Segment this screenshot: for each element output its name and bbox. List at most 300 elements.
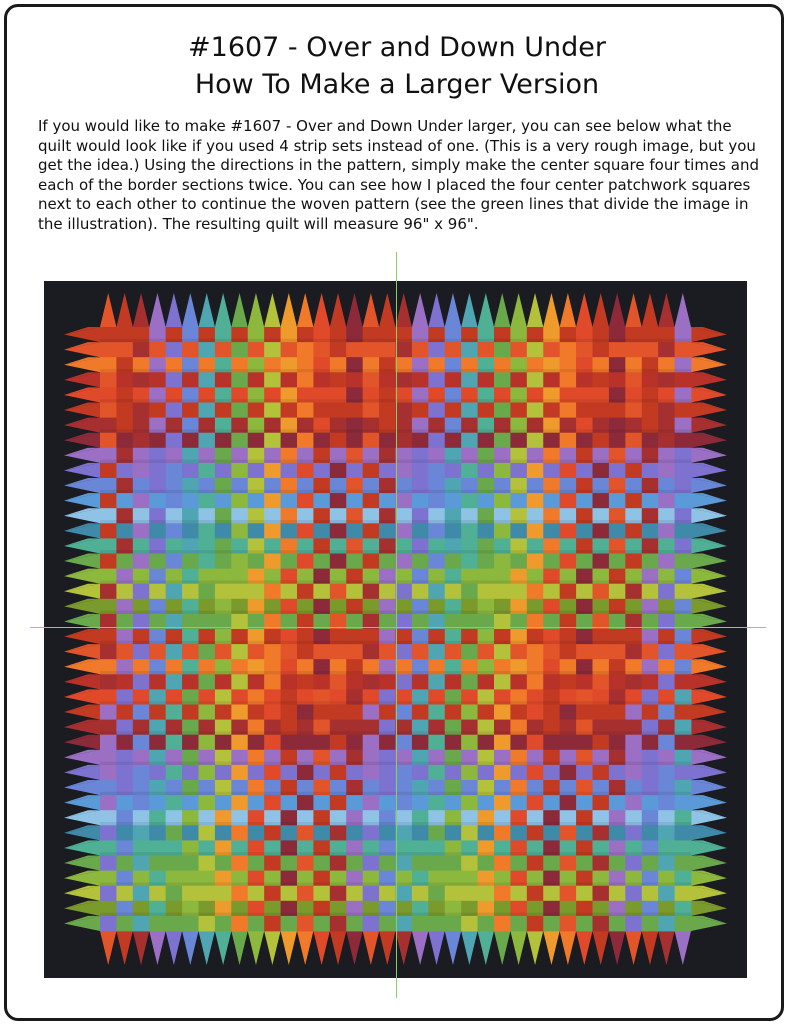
quilt-patch <box>133 916 150 932</box>
quilt-patch <box>593 403 610 419</box>
quilt-patch <box>330 886 347 902</box>
quilt-patch <box>330 795 347 811</box>
quilt-patch <box>116 403 133 419</box>
quilt-patch <box>199 825 216 841</box>
quilt-patch <box>396 765 413 781</box>
quilt-patch <box>396 644 413 660</box>
quilt-patch <box>478 856 495 872</box>
quilt-patch <box>478 825 495 841</box>
quilt-patch <box>346 523 363 539</box>
quilt-patch <box>642 886 659 902</box>
quilt-patch <box>182 403 199 419</box>
quilt-patch <box>313 433 330 449</box>
quilt-patch <box>675 493 692 509</box>
quilt-patch <box>248 644 265 660</box>
quilt-patch <box>116 856 133 872</box>
quilt-patch <box>100 916 117 932</box>
quilt-patch <box>166 705 183 721</box>
quilt-patch <box>658 554 675 570</box>
quilt-patch <box>560 493 577 509</box>
quilt-patch <box>133 735 150 751</box>
quilt-patch <box>100 735 117 751</box>
quilt-patch <box>658 674 675 690</box>
quilt-patch <box>396 856 413 872</box>
page-title: #1607 - Over and Down Under <box>188 32 606 63</box>
quilt-patch <box>363 674 380 690</box>
quilt-patch <box>297 825 314 841</box>
quilt-patch <box>297 674 314 690</box>
quilt-patch <box>445 342 462 358</box>
quilt-patch <box>182 705 199 721</box>
quilt-patch <box>625 795 642 811</box>
quilt-patch <box>182 856 199 872</box>
quilt-patch <box>609 916 626 932</box>
quilt-patch <box>264 342 281 358</box>
quilt-patch <box>675 523 692 539</box>
quilt-patch <box>412 705 429 721</box>
quilt-patch <box>215 886 232 902</box>
quilt-patch <box>133 584 150 600</box>
quilt-patch <box>576 765 593 781</box>
quilt-patch <box>625 765 642 781</box>
quilt-patch <box>215 403 232 419</box>
quilt-patch <box>100 584 117 600</box>
quilt-patch <box>182 433 199 449</box>
quilt-patch <box>166 372 183 388</box>
quilt-patch <box>675 342 692 358</box>
quilt-patch <box>675 735 692 751</box>
quilt-patch <box>560 795 577 811</box>
quilt-patch <box>297 554 314 570</box>
quilt-patch <box>215 584 232 600</box>
quilt-patch <box>215 372 232 388</box>
quilt-patch <box>675 856 692 872</box>
quilt-patch <box>412 644 429 660</box>
quilt-patch <box>264 765 281 781</box>
quilt-patch <box>609 795 626 811</box>
quilt-patch <box>445 735 462 751</box>
quilt-patch <box>527 674 544 690</box>
quilt-patch <box>593 856 610 872</box>
quilt-patch <box>609 403 626 419</box>
quilt-patch <box>675 372 692 388</box>
quilt-patch <box>642 705 659 721</box>
quilt-patch <box>675 886 692 902</box>
quilt-patch <box>642 372 659 388</box>
quilt-patch <box>133 644 150 660</box>
quilt-patch <box>363 523 380 539</box>
quilt-patch <box>149 433 166 449</box>
quilt-patch <box>281 825 298 841</box>
quilt-patch <box>494 705 511 721</box>
quilt-patch <box>346 463 363 479</box>
quilt-patch <box>576 886 593 902</box>
quilt-patch <box>100 493 117 509</box>
quilt-patch <box>642 916 659 932</box>
quilt-patch <box>264 403 281 419</box>
quilt-patch <box>281 705 298 721</box>
quilt-patch <box>133 856 150 872</box>
quilt-patch <box>297 735 314 751</box>
quilt-patch <box>412 433 429 449</box>
quilt-patch <box>428 705 445 721</box>
quilt-patch <box>149 705 166 721</box>
quilt-patch <box>527 886 544 902</box>
quilt-patch <box>461 372 478 388</box>
quilt-patch <box>149 644 166 660</box>
quilt-patch <box>625 705 642 721</box>
quilt-patch <box>297 765 314 781</box>
quilt-patch <box>445 795 462 811</box>
quilt-patch <box>510 765 527 781</box>
quilt-patch <box>100 795 117 811</box>
quilt-patch <box>478 554 495 570</box>
quilt-patch <box>133 674 150 690</box>
quilt-patch <box>478 916 495 932</box>
quilt-patch <box>182 765 199 781</box>
quilt-patch <box>215 493 232 509</box>
quilt-patch <box>396 372 413 388</box>
quilt-patch <box>182 795 199 811</box>
quilt-patch <box>281 493 298 509</box>
quilt-patch <box>461 493 478 509</box>
quilt-patch <box>396 403 413 419</box>
quilt-patch <box>576 463 593 479</box>
quilt-patch <box>658 886 675 902</box>
quilt-patch <box>560 735 577 751</box>
quilt-patch <box>346 916 363 932</box>
quilt-patch <box>116 765 133 781</box>
quilt-patch <box>297 342 314 358</box>
quilt-patch <box>675 916 692 932</box>
quilt-patch <box>248 795 265 811</box>
quilt-patch <box>560 342 577 358</box>
quilt-patch <box>625 463 642 479</box>
quilt-patch <box>264 493 281 509</box>
quilt-patch <box>642 554 659 570</box>
quilt-patch <box>116 795 133 811</box>
quilt-patch <box>428 825 445 841</box>
quilt-patch <box>264 463 281 479</box>
quilt-patch <box>625 523 642 539</box>
quilt-patch <box>461 735 478 751</box>
quilt-patch <box>116 674 133 690</box>
quilt-patch <box>199 554 216 570</box>
quilt-patch <box>478 584 495 600</box>
quilt-patch <box>264 584 281 600</box>
quilt-patch <box>313 916 330 932</box>
quilt-patch <box>231 735 248 751</box>
quilt-patch <box>461 433 478 449</box>
quilt-patch <box>494 674 511 690</box>
quilt-patch <box>428 584 445 600</box>
quilt-patch <box>166 342 183 358</box>
quilt-patch <box>264 674 281 690</box>
quilt-patch <box>510 674 527 690</box>
quilt-patch <box>330 735 347 751</box>
quilt-patch <box>461 554 478 570</box>
quilt-patch <box>248 674 265 690</box>
quilt-patch <box>625 735 642 751</box>
quilt-patch <box>543 825 560 841</box>
quilt-patch <box>297 523 314 539</box>
quilt-patch <box>527 433 544 449</box>
quilt-patch <box>576 856 593 872</box>
quilt-patch <box>461 825 478 841</box>
quilt-patch <box>625 584 642 600</box>
quilt-patch <box>281 523 298 539</box>
quilt-patch <box>625 856 642 872</box>
quilt-patch <box>281 795 298 811</box>
quilt-patch <box>330 372 347 388</box>
quilt-patch <box>330 705 347 721</box>
quilt-patch <box>560 554 577 570</box>
quilt-patch <box>560 644 577 660</box>
quilt-patch <box>609 554 626 570</box>
quilt-patch <box>510 554 527 570</box>
quilt-patch <box>543 342 560 358</box>
quilt-patch <box>593 433 610 449</box>
quilt-patch <box>412 403 429 419</box>
quilt-patch <box>116 584 133 600</box>
quilt-patch <box>428 916 445 932</box>
quilt-patch <box>527 372 544 388</box>
quilt-patch <box>494 554 511 570</box>
quilt-patch <box>494 916 511 932</box>
quilt-patch <box>510 795 527 811</box>
quilt-patch <box>149 886 166 902</box>
quilt-patch <box>658 795 675 811</box>
quilt-patch <box>527 493 544 509</box>
quilt-patch <box>396 584 413 600</box>
quilt-patch <box>576 554 593 570</box>
quilt-patch <box>445 644 462 660</box>
quilt-patch <box>642 584 659 600</box>
quilt-patch <box>264 916 281 932</box>
quilt-patch <box>445 523 462 539</box>
quilt-patch <box>593 523 610 539</box>
quilt-patch <box>166 433 183 449</box>
quilt-patch <box>363 554 380 570</box>
quilt-patch <box>478 342 495 358</box>
vertical-divider-line <box>396 252 397 998</box>
quilt-patch <box>625 342 642 358</box>
quilt-patch <box>478 463 495 479</box>
quilt-patch <box>428 493 445 509</box>
quilt-patch <box>625 674 642 690</box>
quilt-patch <box>510 433 527 449</box>
quilt-patch <box>215 554 232 570</box>
quilt-patch <box>510 372 527 388</box>
quilt-patch <box>182 825 199 841</box>
quilt-patch <box>330 916 347 932</box>
quilt-patch <box>675 584 692 600</box>
quilt-patch <box>478 523 495 539</box>
quilt-patch <box>494 856 511 872</box>
quilt-patch <box>396 825 413 841</box>
quilt-patch <box>527 523 544 539</box>
quilt-patch <box>264 795 281 811</box>
quilt-patch <box>166 403 183 419</box>
quilt-patch <box>281 433 298 449</box>
quilt-patch <box>231 795 248 811</box>
quilt-patch <box>231 644 248 660</box>
quilt-patch <box>330 856 347 872</box>
quilt-patch <box>494 523 511 539</box>
quilt-patch <box>281 735 298 751</box>
quilt-patch <box>264 705 281 721</box>
quilt-patch <box>642 825 659 841</box>
quilt-patch <box>330 765 347 781</box>
quilt-patch <box>412 493 429 509</box>
quilt-patch <box>412 825 429 841</box>
quilt-patch <box>149 372 166 388</box>
quilt-patch <box>346 765 363 781</box>
quilt-patch <box>543 674 560 690</box>
quilt-patch <box>100 705 117 721</box>
quilt-patch <box>116 705 133 721</box>
quilt-patch <box>297 916 314 932</box>
quilt-patch <box>248 584 265 600</box>
quilt-patch <box>412 916 429 932</box>
quilt-patch <box>133 493 150 509</box>
quilt-patch <box>593 372 610 388</box>
quilt-patch <box>297 795 314 811</box>
quilt-patch <box>445 463 462 479</box>
quilt-patch <box>412 674 429 690</box>
quilt-patch <box>313 735 330 751</box>
quilt-patch <box>576 372 593 388</box>
quilt-patch <box>199 765 216 781</box>
quilt-patch <box>560 463 577 479</box>
quilt-patch <box>133 765 150 781</box>
quilt-patch <box>149 584 166 600</box>
quilt-patch <box>593 584 610 600</box>
quilt-patch <box>593 886 610 902</box>
quilt-patch <box>248 705 265 721</box>
quilt-patch <box>166 493 183 509</box>
quilt-patch <box>149 403 166 419</box>
quilt-patch <box>625 493 642 509</box>
quilt-patch <box>461 765 478 781</box>
quilt-patch <box>625 433 642 449</box>
quilt-patch <box>199 584 216 600</box>
quilt-patch <box>248 463 265 479</box>
quilt-patch <box>199 493 216 509</box>
quilt-patch <box>543 886 560 902</box>
quilt-patch <box>379 403 396 419</box>
quilt-patch <box>593 825 610 841</box>
quilt-patch <box>396 554 413 570</box>
quilt-patch <box>313 554 330 570</box>
quilt-patch <box>346 856 363 872</box>
quilt-patch <box>100 403 117 419</box>
quilt-patch <box>527 705 544 721</box>
quilt-patch <box>642 463 659 479</box>
quilt-patch <box>199 735 216 751</box>
quilt-patch <box>215 825 232 841</box>
quilt-patch <box>494 493 511 509</box>
quilt-patch <box>281 644 298 660</box>
quilt-patch <box>166 886 183 902</box>
quilt-patch <box>133 795 150 811</box>
quilt-patch <box>461 403 478 419</box>
quilt-patch <box>264 372 281 388</box>
quilt-patch <box>379 795 396 811</box>
quilt-patch <box>609 342 626 358</box>
quilt-patch <box>248 825 265 841</box>
quilt-patch <box>166 644 183 660</box>
quilt-patch <box>560 584 577 600</box>
quilt-patch <box>116 735 133 751</box>
quilt-patch <box>560 705 577 721</box>
quilt-patch <box>642 403 659 419</box>
quilt-patch <box>346 433 363 449</box>
quilt-patch <box>494 403 511 419</box>
quilt-patch <box>428 372 445 388</box>
quilt-patch <box>379 825 396 841</box>
quilt-patch <box>379 856 396 872</box>
quilt-patch <box>248 916 265 932</box>
quilt-patch <box>576 342 593 358</box>
quilt-patch <box>379 372 396 388</box>
quilt-patch <box>609 372 626 388</box>
quilt-patch <box>593 342 610 358</box>
quilt-patch <box>215 644 232 660</box>
quilt-patch <box>346 584 363 600</box>
quilt-patch <box>313 825 330 841</box>
quilt-patch <box>527 584 544 600</box>
quilt-patch <box>231 584 248 600</box>
quilt-patch <box>642 644 659 660</box>
horizontal-divider-line <box>30 627 766 628</box>
quilt-patch <box>461 674 478 690</box>
quilt-patch <box>478 433 495 449</box>
quilt-patch <box>297 886 314 902</box>
quilt-patch <box>560 916 577 932</box>
quilt-patch <box>379 463 396 479</box>
quilt-patch <box>182 342 199 358</box>
page-subtitle: How To Make a Larger Version <box>194 69 600 100</box>
quilt-patch <box>281 463 298 479</box>
quilt-patch <box>116 916 133 932</box>
quilt-patch <box>461 342 478 358</box>
quilt-patch <box>609 463 626 479</box>
quilt-patch <box>461 523 478 539</box>
quilt-patch <box>166 825 183 841</box>
quilt-patch <box>593 735 610 751</box>
quilt-patch <box>412 584 429 600</box>
quilt-patch <box>363 584 380 600</box>
quilt-patch <box>445 554 462 570</box>
quilt-patch <box>248 765 265 781</box>
quilt-patch <box>231 342 248 358</box>
quilt-patch <box>330 584 347 600</box>
quilt-patch <box>609 584 626 600</box>
quilt-patch <box>379 433 396 449</box>
quilt-patch <box>313 765 330 781</box>
quilt-patch <box>248 403 265 419</box>
quilt-patch <box>281 886 298 902</box>
quilt-patch <box>543 765 560 781</box>
quilt-patch <box>346 554 363 570</box>
quilt-patch <box>609 735 626 751</box>
quilt-patch <box>231 765 248 781</box>
quilt-patch <box>133 433 150 449</box>
quilt-patch <box>149 856 166 872</box>
quilt-patch <box>527 916 544 932</box>
quilt-patch <box>149 674 166 690</box>
